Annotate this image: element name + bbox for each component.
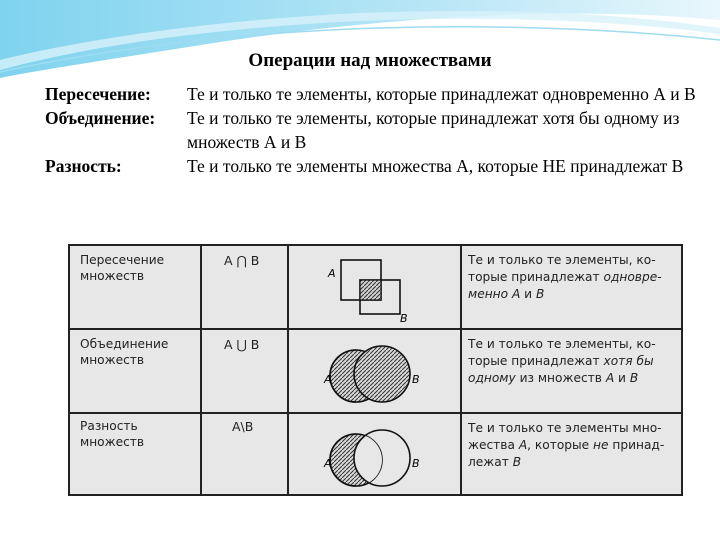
description-difference: Те и только те элементы мно- жества A, которые не принад- лежат B xyxy=(468,421,665,469)
definition-term: Объединение: xyxy=(45,108,156,128)
table-divider xyxy=(287,246,289,494)
definition-union xyxy=(45,106,705,154)
definition-intersection xyxy=(45,82,705,106)
table-divider xyxy=(200,246,202,494)
set-a-label: A xyxy=(324,457,332,470)
set-b-label: B xyxy=(400,312,408,325)
page-title: Операции над множествами xyxy=(248,50,492,71)
table-row-difference-name: Разность множеств xyxy=(80,419,145,449)
set-b-label: B xyxy=(412,457,420,470)
definition-difference xyxy=(45,154,705,178)
set-b-label: B xyxy=(412,373,420,386)
intersection-region xyxy=(360,280,381,300)
formula-intersection: A ⋂ B xyxy=(224,253,260,268)
definition-text: Те и только те элементы, которые принадлежат одновременно А и В xyxy=(187,84,696,104)
set-a-label: A xyxy=(328,267,336,280)
description-union: Те и только те элементы, ко- торые принадлежат хотя бы одному из множеств A и B xyxy=(468,337,656,385)
table-row-union-name: Объединение множеств xyxy=(80,337,169,367)
definition-text: Те и только те элементы, которые принадлежат хотя бы одному из множеств А и В xyxy=(187,108,680,152)
formula-union: A ⋃ B xyxy=(224,337,260,352)
definition-term: Разность: xyxy=(45,156,122,176)
description-intersection: Те и только те элементы, ко- торые принадлежат одновре- менно A и B xyxy=(468,253,662,301)
table-row-intersection-name: Пересечение множеств xyxy=(80,253,165,283)
table-divider xyxy=(70,328,681,330)
formula-difference: A\B xyxy=(232,419,254,434)
union-diagram xyxy=(318,338,428,410)
set-a-label: A xyxy=(324,373,332,386)
set-operations-table xyxy=(68,244,683,496)
definitions-list xyxy=(45,82,705,178)
table-divider xyxy=(460,246,462,494)
intersection-diagram xyxy=(320,254,415,326)
table-divider xyxy=(70,412,681,414)
difference-diagram xyxy=(318,422,428,494)
definition-text: Те и только те элементы множества А, которые НЕ принадлежат В xyxy=(187,156,684,176)
set-b-shape xyxy=(354,346,410,402)
definition-term: Пересечение: xyxy=(45,84,151,104)
